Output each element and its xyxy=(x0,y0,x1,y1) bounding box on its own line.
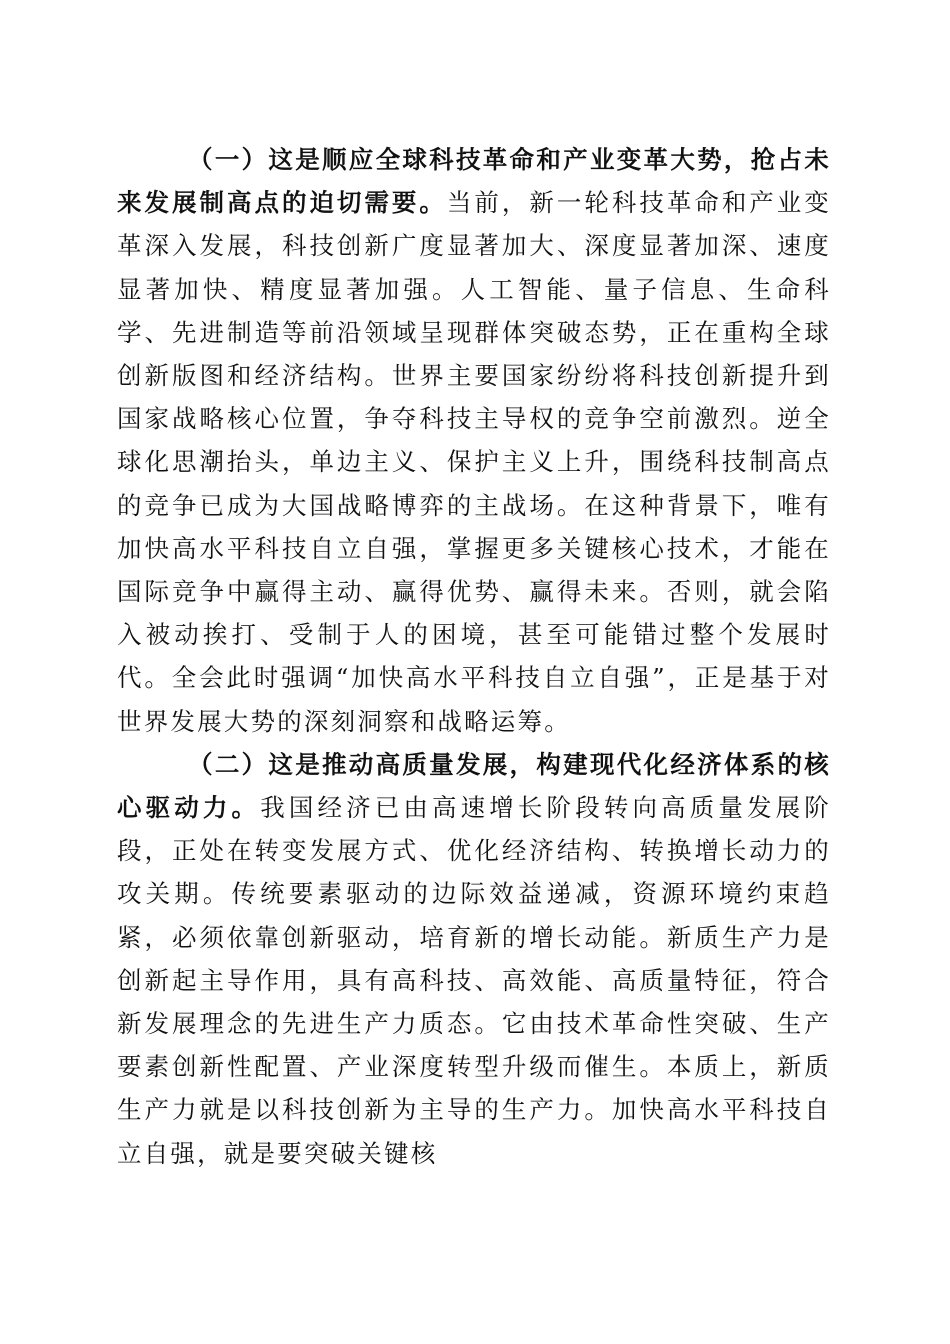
paragraph-2-text: 我国经济已由高速增长阶段转向高质量发展阶段，正处在转变发展方式、优化经济结构、转换增长动力的攻关期。传统要素驱动的边际效益递减，资源环境约束趋紧，必须依靠创新驱动，培育新的增长动能。新质生产力是创新起主导作用，具有高科技、高效能、高质量特征，符合新发展理念的先进生产力质态。它由技术革命性突破、生产要素创新性配置、产业深度转型升级而催生。本质上，新质生产力就是以科技创新为主导的生产力。加快高水平科技自立自强，就是要突破关键核 xyxy=(117,793,831,1168)
document-body xyxy=(117,138,831,1175)
paragraph-2 xyxy=(117,743,831,1175)
paragraph-1-text: 当前，新一轮科技革命和产业变革深入发展，科技创新广度显著加大、深度显著加深、速度显著加快、精度显著加强。人工智能、量子信息、生命科学、先进制造等前沿领域呈现群体突破态势，正在重构全球创新版图和经济结构。世界主要国家纷纷将科技创新提升到国家战略核心位置，争夺科技主导权的竞争空前激烈。逆全球化思潮抬头，单边主义、保护主义上升，围绕科技制高点的竞争已成为大国战略博弈的主战场。在这种背景下，唯有加快高水平科技自立自强，掌握更多关键核心技术，才能在国际竞争中赢得主动、赢得优势、赢得未来。否则，就会陷入被动挨打、受制于人的困境，甚至可能错过整个发展时代。全会此时强调“加快高水平科技自立自强”，正是基于对世界发展大势的深刻洞察和战略运筹。 xyxy=(117,188,831,736)
paragraph-1-heading: （一）这是顺应全球科技革命和产业变革大势，抢占未来发展制高点的迫切需要。 xyxy=(117,145,831,218)
paragraph-2-heading: （二）这是推动高质量发展，构建现代化经济体系的核心驱动力。 xyxy=(117,749,831,823)
paragraph-1 xyxy=(117,138,831,743)
